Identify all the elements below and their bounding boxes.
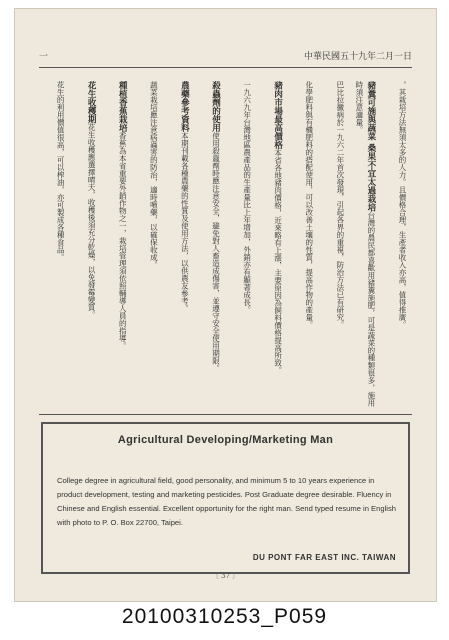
- column-heading: 豬肉市場最高價格: [272, 81, 283, 149]
- text-column: [101, 81, 128, 411]
- column-text: ，其栽培方法無須太多的人力。且價格合理，生產者收入亦高，值得推廣。: [397, 81, 407, 329]
- document-page: [14, 8, 437, 602]
- text-column: [288, 81, 315, 411]
- text-column: [381, 81, 408, 411]
- column-text: 化學肥料與有機肥料的搭配使用，可以改善土壤的性質，提高作物的產量。: [304, 81, 314, 329]
- text-column: [132, 81, 159, 411]
- column-text: 使用殺蟲劑時應注意安全，避免對人畜造成傷害，並遵守安全使用期限。: [211, 132, 221, 372]
- column-text: 蔬菜栽培應注意病蟲害的防治，適時噴藥，以確保收成。: [149, 81, 159, 269]
- header-date: 中華民國五十九年二月一日: [303, 52, 412, 62]
- text-column: [226, 81, 253, 411]
- header-right-mark: 一: [39, 52, 49, 62]
- text-column: [39, 81, 66, 411]
- column-text: 一九六九年台灣地區農產品的生產量比上年增加，外銷亦有顯著成長。: [242, 81, 252, 314]
- ad-signature: DU PONT FAR EAST INC. TAIWAN: [252, 553, 396, 562]
- column-heading: 殺蟲劑的使用: [210, 81, 221, 132]
- text-column: [350, 81, 377, 411]
- header-rule: [39, 67, 412, 68]
- ad-body: College degree in agricultural field, good personality, and minimum 5 to 10 years experience in product development, testing and marketing pesticides. Post Graduate degree desirable. Fluency in Chinese and English essential. Excellent opportunity for the right man. Send typed resume in English with photo to P. O. Box 22700, Taipei.: [57, 476, 396, 527]
- column-heading: 花生收穫期: [86, 81, 97, 124]
- column-text: 花生收穫應選擇晴天，收穫後須充分乾燥，以免發霉變質。: [87, 123, 97, 319]
- text-column: [163, 81, 190, 411]
- text-column: [257, 81, 284, 411]
- ad-title: Agricultural Developing/Marketing Man: [117, 434, 334, 446]
- column-text: 巴比拉黴病於一九六二年首次發現，引起各界的重視，防治方法已有研究。: [335, 81, 345, 329]
- column-text: 本期刊載各種農藥的性質及使用方法，以供農友參考。: [180, 132, 190, 312]
- column-text: 香蕉為本省重要外銷作物之一，栽培管理須依照輔導人員的指導。: [118, 132, 128, 350]
- column-heading: 農藥參考資料: [179, 81, 190, 132]
- column-text: 本省各地豬肉價格，近來略有上漲，主要原因為飼料價格提高所致。: [273, 149, 283, 374]
- advertisement-box: [41, 422, 410, 574]
- text-column: [70, 81, 97, 411]
- column-heading: 豬糞可施與蔬菜 桑果不宜太過栽培: [365, 81, 376, 212]
- text-column: [319, 81, 346, 411]
- section-divider: [39, 414, 412, 415]
- text-column: [194, 81, 221, 411]
- archive-caption: 20100310253_P059: [121, 605, 328, 628]
- page-header: [39, 49, 412, 65]
- column-text: 台灣的農民都喜歡用豬糞施肥，可是蔬菜的種類很多，施用時須注意適量。: [354, 81, 376, 407]
- column-heading: 種植香蕉栽培: [117, 81, 128, 132]
- column-text: 花生的利用價值很高，可以榨油，亦可製成各種食品。: [56, 81, 66, 261]
- page-number: 〔 37 〕: [211, 572, 240, 580]
